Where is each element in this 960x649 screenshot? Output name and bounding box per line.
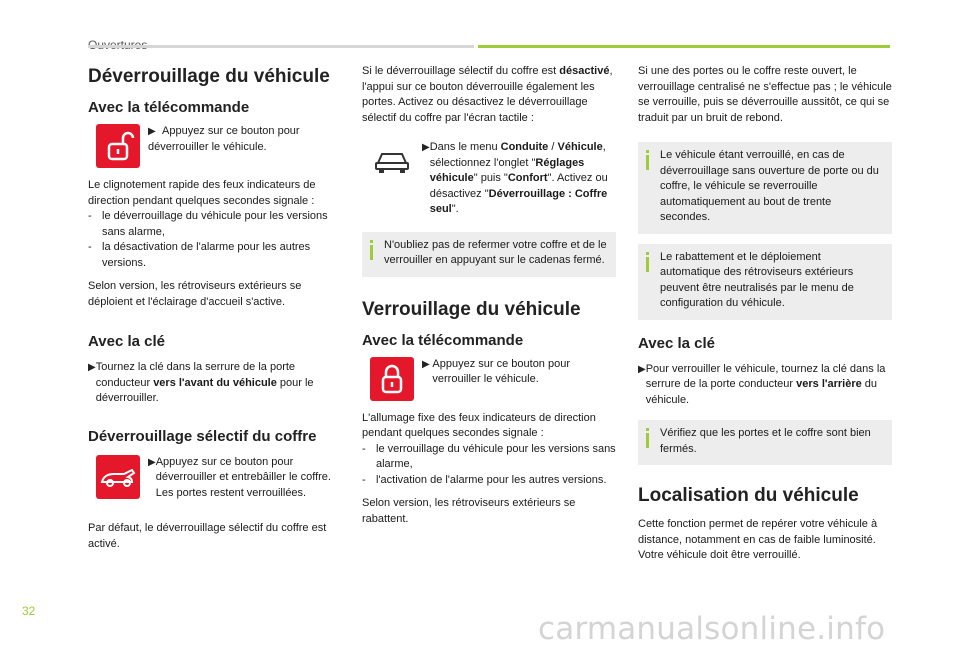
boot-button-icon — [88, 455, 148, 499]
remote-heading: Avec la télécommande — [88, 99, 250, 116]
list-item: - l'activation de l'alarme pour les autres versions. — [362, 473, 607, 486]
list-item: - le verrouillage du véhicule pour les versions sans alarme, — [362, 442, 616, 470]
lock-step — [362, 357, 616, 401]
lock-button-icon — [362, 357, 422, 401]
list-item: - le déverrouillage du véhicule pour les versions sans alarme, — [88, 210, 328, 238]
header-rule — [88, 45, 474, 48]
column-2 — [362, 64, 616, 527]
boot-step — [88, 455, 340, 502]
key-step: ▶ Tournez la clé dans la serrure de la porte conducteur vers l'avant du véhicule pour le déverrouiller. — [88, 360, 340, 407]
header-accent-rule — [478, 45, 890, 48]
key-heading: Avec la clé — [88, 333, 165, 350]
info-icon — [645, 252, 650, 272]
arrow-bullet-icon: ▶ — [148, 126, 156, 137]
arrow-bullet-icon: ▶ — [148, 456, 156, 468]
lock-key-heading: Avec la clé — [638, 334, 715, 352]
vehicle-menu-icon — [362, 140, 422, 180]
watermark: carmanualsonline.info — [538, 611, 886, 647]
column-1 — [88, 64, 340, 552]
page-title: Déverrouillage du véhicule — [88, 66, 330, 87]
unlock-step-text: Appuyez sur ce bouton pour déverrouiller le véhicule. — [148, 125, 300, 153]
boot-heading: Déverrouillage sélectif du coffre — [88, 427, 317, 445]
arrow-bullet-icon: ▶ — [638, 363, 646, 375]
unlock-step — [88, 124, 340, 168]
open-door-text: Si une des portes ou le coffre reste ouvert, le verrouillage centralisé ne s'effectue pas ; le véhicule se verrouille, puis se déverrouille aussitôt, ce qui se traduit par un bruit de rebond. — [638, 65, 892, 124]
column-3 — [638, 64, 892, 564]
lock-step-text: Appuyez sur ce bouton pour verrouiller le véhicule. — [432, 357, 570, 385]
info-icon — [369, 240, 374, 260]
boot-step-text: Appuyez sur ce bouton pour déverrouiller et entrebâiller le coffre. Les portes restent verrouillées. — [155, 455, 331, 499]
default-text: Par défaut, le déverrouillage sélectif du coffre est activé. — [88, 522, 327, 550]
menu-step — [362, 140, 616, 218]
light-text: L'allumage fixe des feux indicateurs de direction pendant quelques secondes signale : — [362, 411, 596, 439]
locate-title: Localisation du véhicule — [638, 485, 859, 506]
unlock-button-icon — [88, 124, 148, 168]
lock-remote-heading: Avec la télécommande — [362, 331, 524, 349]
info-note: Le véhicule étant verrouillé, en cas de déverrouillage sans ouverture de porte ou du coffre, le véhicule se reverrouille automatiquement au bout de trente secondes. — [638, 142, 892, 234]
list-item: - la désactivation de l'alarme pour les autres versions. — [88, 241, 311, 269]
info-note: N'oubliez pas de refermer votre coffre et de le verrouiller en appuyant sur le cadenas fermé. — [362, 232, 616, 277]
info-note: Vérifiez que les portes et le coffre sont bien fermés. — [638, 420, 892, 465]
selective-text: Si le déverrouillage sélectif du coffre est désactivé, l'appui sur ce bouton déverrouille également les portes. Activez ou désactivez le déverrouillage sélectif du coffre par l'écran tactile : — [362, 65, 613, 124]
lock-title: Verrouillage du véhicule — [362, 298, 581, 320]
menu-step-text: Dans le menu Conduite / Véhicule, sélectionnez l'onglet "Réglages véhicule" puis "Confort". Activez ou désactivez "Déverrouillage : Coffre seul". — [429, 141, 608, 215]
info-note: Le rabattement et le déploiement automatique des rétroviseurs extérieurs peuvent être neutralisés par le menu de configuration du véhicule. — [638, 244, 892, 320]
locate-text: Cette fonction permet de repérer votre véhicule à distance, notamment en cas de faible luminosité. Votre véhicule doit être verrouillé. — [638, 518, 878, 561]
info-icon — [645, 150, 650, 170]
arrow-bullet-icon: ▶ — [422, 358, 430, 370]
blink-text: Le clignotement rapide des feux indicateurs de direction pendant quelques secondes signale : — [88, 179, 316, 207]
mirror-text: Selon version, les rétroviseurs extérieurs se déploient et l'éclairage d'accueil s'active. — [88, 280, 302, 308]
info-icon — [645, 428, 650, 448]
lock-key-step: ▶ Pour verrouiller le véhicule, tournez la clé dans la serrure de la porte conducteur vers l'arrière du véhicule. — [638, 362, 892, 409]
arrow-bullet-icon: ▶ — [422, 142, 430, 153]
fold-mirror-text: Selon version, les rétroviseurs extérieurs se rabattent. — [362, 497, 576, 525]
arrow-bullet-icon: ▶ — [88, 362, 96, 373]
page-number: 32 — [22, 604, 36, 618]
